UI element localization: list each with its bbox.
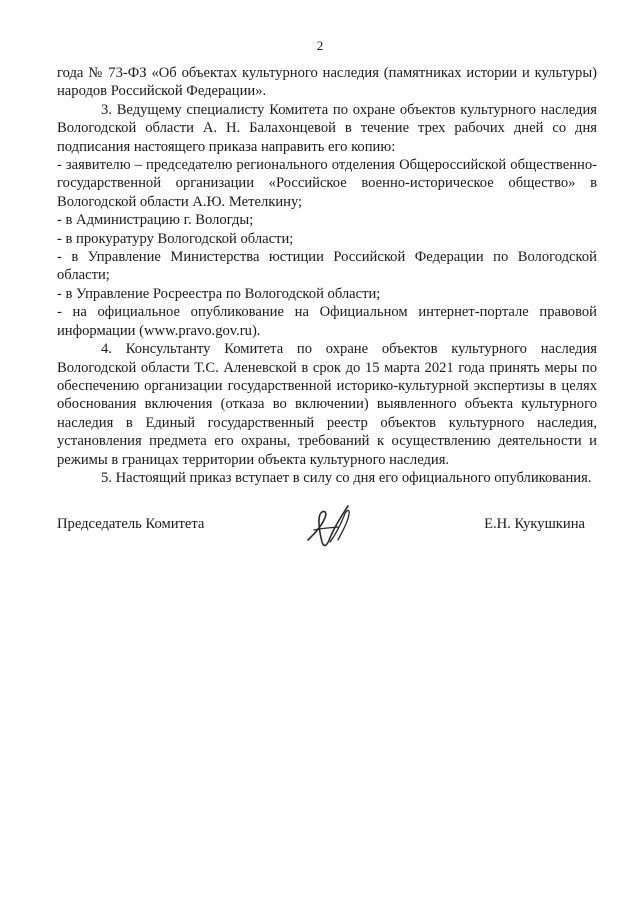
recipient-publication: - на официальное опубликование на Официальном интернет-портале правовой информации (www.pravo.gov.ru). <box>57 304 597 339</box>
document-body <box>57 64 597 487</box>
signatory-name: Е.Н. Кукушкина <box>484 516 585 532</box>
recipient-justice-ministry: - в Управление Министерства юстиции Российской Федерации по Вологодской области; <box>57 249 597 284</box>
paragraph-item-4: 4. Консультанту Комитета по охране объектов культурного наследия Вологодской области Т.С. Аленевской в срок до 15 марта 2021 года принять меры по обеспечению организации государственной историко-культурной экспертизы в целях обоснования включения (отказа во включении) выявленного объекта культурного наследия в Единый государственный реестр объектов культурного наследия, установления предмета его охраны, требований к осуществлению деятельности и режимы в границах территории объекта культурного наследия. <box>57 341 597 468</box>
page-number: 2 <box>316 38 324 53</box>
recipient-administration: - в Администрацию г. Вологды; <box>57 212 254 229</box>
recipient-applicant: - заявителю – председателю регионального отделения Общероссийской общественно-государственной организации «Российское военно-историческое общество» в Вологодской области А.Ю. Метелкину; <box>57 157 597 210</box>
signatory-title: Председатель Комитета <box>57 516 205 532</box>
handwritten-signature <box>300 498 380 558</box>
paragraph-intro-continuation: года № 73-ФЗ «Об объектах культурного наследия (памятниках истории и культуры) народов Российской Федерации». <box>57 65 597 100</box>
paragraph-item-5: 5. Настоящий приказ вступает в силу со дня его официального опубликования. <box>101 469 592 486</box>
recipient-prosecutor: - в прокуратуру Вологодской области; <box>57 230 294 247</box>
signature-block <box>57 516 597 576</box>
paragraph-item-3: 3. Ведущему специалисту Комитета по охране объектов культурного наследия Вологодской области А. Н. Балахонцевой в течение трех рабочих дней со дня подписания настоящего приказа направить его копию: <box>57 101 597 155</box>
recipient-rosreestr: - в Управление Росреестра по Вологодской области; <box>57 285 381 302</box>
